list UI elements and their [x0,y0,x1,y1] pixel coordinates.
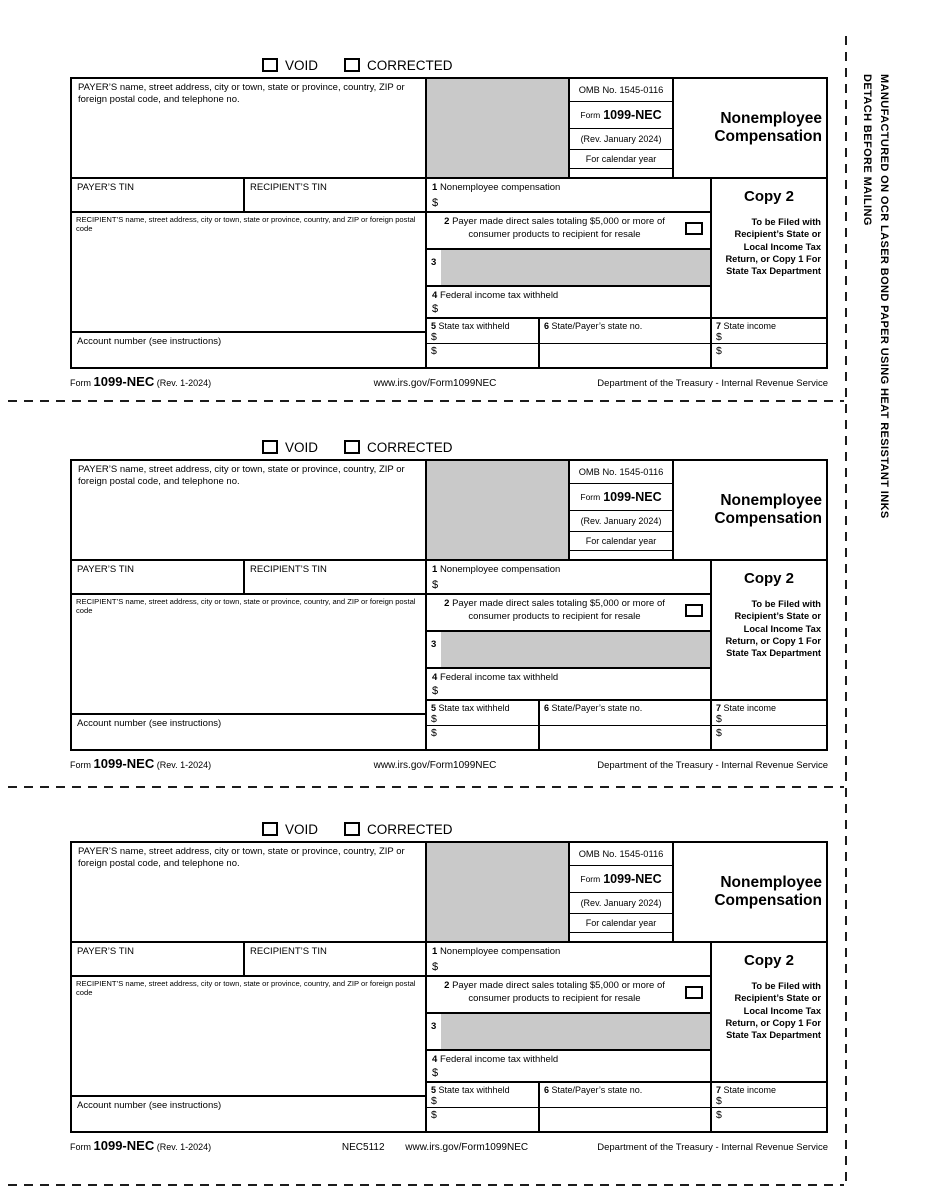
box6-label [544,1085,706,1096]
box6-text: State/Payer’s state no. [551,321,643,331]
box7-number: 7 [716,703,722,713]
payer-tin-label: PAYER’S TIN [77,946,135,957]
recipient-info-label: RECIPIENT’S name, street address, city or town, state or province, country, and ZIP or foreign postal code [76,215,416,234]
box6-upper-entry [540,701,710,726]
payer-info-label: PAYER’S name, street address, city or town, state or province, country, ZIP or foreign postal code, and telephone no. [78,82,405,106]
box3-shaded-area [441,632,710,667]
void-label: VOID [285,57,319,73]
box4-text: Federal income tax withheld [439,1054,559,1065]
print-code: NEC5112 [341,1142,385,1153]
footer-center [310,378,560,389]
left-column [72,561,427,749]
form-grid [70,459,828,751]
title-line2: Compensation [714,510,822,527]
box5-dollar-sign-2: $ [431,345,437,357]
box7-dollar-sign-1: $ [716,330,722,343]
corrected-checkbox[interactable] [344,822,360,836]
copy-destination [712,943,826,1083]
box5-label [431,321,534,332]
box1-dollar-sign: $ [432,197,439,209]
form-number: 1099-NEC [603,108,662,122]
calendar-year-entry [570,551,672,559]
box6-lower-entry [540,726,710,749]
box4-label [432,672,705,683]
form-number: 1099-NEC [603,490,662,504]
box2-checkbox[interactable] [685,986,703,999]
account-number-box [72,715,425,749]
box5-label [431,703,534,714]
box1-label [432,182,705,193]
box2-direct-sales [427,213,710,250]
copy-note: To be Filed with Recipient’s State or Local Income Tax Return, or Copy 1 For State Tax Department [725,981,821,1041]
payer-info-box [72,79,427,177]
copy-label: Copy 2 [743,952,794,969]
irs-url: www.irs.gov/Form1099NEC [373,760,497,771]
recipient-info-box [72,213,425,333]
irs-url: www.irs.gov/Form1099NEC [373,378,497,389]
form-footer [70,1138,828,1153]
box2-text: Payer made direct sales totaling $5,000 or more of consumer products to recipient for resale [452,598,665,622]
footer-center [310,1142,560,1153]
box5-number: 5 [431,321,437,331]
corrected-label: CORRECTED [367,57,453,73]
recipient-tin-label: RECIPIENT’S TIN [250,946,327,957]
copy-note: To be Filed with Recipient’s State or Local Income Tax Return, or Copy 1 For State Tax Department [725,217,821,277]
box6-upper-entry [540,319,710,344]
box7-state-income [712,319,826,367]
treasury-department-label: Department of the Treasury - Internal Revenue Service [597,1142,828,1153]
footer-form-number: 1099-NEC [93,1138,155,1153]
calendar-year-label: For calendar year [570,150,672,169]
box6-number: 6 [544,1085,550,1095]
tin-row [72,561,425,595]
omb-column [570,79,674,177]
box6-state-payer-no [540,1083,710,1131]
void-corrected-row [262,820,828,838]
void-checkbox[interactable] [262,58,278,72]
header-row [72,461,826,561]
box5-dollar-sign-1: $ [431,1094,437,1107]
payer-tin-box [72,561,245,593]
copy-destination [712,561,826,701]
perforation-line-vertical [845,36,847,1188]
box4-label [432,1054,705,1065]
box5-dollar-sign-1: $ [431,712,437,725]
form-1099nec-copy [70,56,828,389]
box3-shaded [427,1014,710,1051]
payer-info-box [72,461,427,559]
box2-label [431,216,678,242]
form-footer [70,374,828,389]
box4-number: 4 [432,290,438,301]
body-row [72,943,826,1131]
box7-number: 7 [716,321,722,331]
box4-label [432,290,705,301]
form-number-cell [570,102,672,129]
recipient-tin-label: RECIPIENT’S TIN [250,564,327,575]
title-line2: Compensation [714,128,822,145]
box5-upper-entry [427,701,538,726]
box7-dollar-sign-2: $ [716,1109,722,1121]
right-column [712,561,826,749]
box7-upper-entry [712,1083,826,1108]
form-number: 1099-NEC [603,872,662,886]
box3-shaded [427,250,710,287]
footer-revision: (Rev. 1-2024) [156,760,212,770]
box2-text: Payer made direct sales totaling $5,000 or more of consumer products to recipient for resale [452,216,665,240]
account-number-box [72,1097,425,1131]
box7-dollar-sign-2: $ [716,727,722,739]
corrected-label: CORRECTED [367,439,453,455]
box3-number: 3 [431,639,437,650]
form-number-cell [570,866,672,893]
treasury-department-label: Department of the Treasury - Internal Revenue Service [597,378,828,389]
box1-text: Nonemployee compensation [439,182,561,193]
footer-form-id [70,1138,310,1153]
box1-number: 1 [432,182,438,193]
footer-revision: (Rev. 1-2024) [156,1142,212,1152]
recipient-info-label: RECIPIENT’S name, street address, city or town, state or province, country, and ZIP or foreign postal code [76,979,416,998]
box1-number: 1 [432,564,438,575]
form-grid [70,841,828,1133]
form-title [674,461,826,559]
shaded-area [427,843,570,941]
perforation-line-top [8,400,844,402]
recipient-tin-box [245,561,425,593]
box7-label [716,1085,822,1096]
omb-number: OMB No. 1545-0116 [570,843,672,866]
box7-state-income [712,1083,826,1131]
box1-label [432,946,705,957]
footer-form-id [70,374,310,389]
omb-column [570,843,674,941]
box1-nonemployee-compensation [427,179,710,213]
void-label: VOID [285,821,319,837]
account-number-label: Account number (see instructions) [77,1100,222,1111]
box7-text: State income [723,703,777,713]
payer-info-label: PAYER’S name, street address, city or town, state or province, country, ZIP or foreign postal code, and telephone no. [78,464,405,488]
box4-number: 4 [432,1054,438,1065]
calendar-year-entry [570,169,672,177]
copy-label: Copy 2 [743,188,794,205]
payer-tin-label: PAYER’S TIN [77,564,135,575]
form-word: Form [580,874,601,884]
box6-lower-entry [540,344,710,367]
box6-text: State/Payer’s state no. [551,703,643,713]
box4-text: Federal income tax withheld [439,290,559,301]
box4-text: Federal income tax withheld [439,672,559,683]
box4-federal-income-tax [427,287,710,319]
box5-text: State tax withheld [438,321,510,331]
footer-form-word: Form [70,760,91,770]
box2-checkbox[interactable] [685,604,703,617]
form-1099nec-copy [70,438,828,771]
footer-form-word: Form [70,378,91,388]
box5-text: State tax withheld [438,703,510,713]
state-row [427,319,710,367]
box6-number: 6 [544,321,550,331]
box7-dollar-sign-1: $ [716,1094,722,1107]
footer-form-id [70,756,310,771]
box7-label [716,703,822,714]
box4-federal-income-tax [427,1051,710,1083]
box7-text: State income [723,1085,777,1095]
recipient-info-label: RECIPIENT’S name, street address, city or town, state or province, country, and ZIP or foreign postal code [76,597,416,616]
box6-number: 6 [544,703,550,713]
payer-tin-label: PAYER’S TIN [77,182,135,193]
box2-checkbox[interactable] [685,222,703,235]
middle-column [427,561,712,749]
account-number-label: Account number (see instructions) [77,718,222,729]
recipient-tin-box [245,943,425,975]
left-column [72,179,427,367]
form-title [674,79,826,177]
void-label: VOID [285,439,319,455]
footer-form-word: Form [70,1142,91,1152]
box6-text: State/Payer’s state no. [551,1085,643,1095]
box5-state-tax-withheld [427,701,540,749]
body-row [72,179,826,367]
tin-row [72,943,425,977]
box7-dollar-sign-2: $ [716,345,722,357]
void-corrected-row [262,56,828,74]
box2-label [431,980,678,1006]
box3-shaded [427,632,710,669]
recipient-tin-box [245,179,425,211]
corrected-checkbox[interactable] [344,58,360,72]
title-line2: Compensation [714,892,822,909]
box5-upper-entry [427,319,538,344]
copy-destination [712,179,826,319]
state-row [427,701,710,749]
right-column [712,943,826,1131]
header-row [72,843,826,943]
form-title [674,843,826,941]
omb-number: OMB No. 1545-0116 [570,461,672,484]
box6-upper-entry [540,1083,710,1108]
box1-number: 1 [432,946,438,957]
tin-row [72,179,425,213]
void-checkbox[interactable] [262,822,278,836]
payer-tin-box [72,943,245,975]
omb-column [570,461,674,559]
recipient-info-box [72,977,425,1097]
treasury-department-label: Department of the Treasury - Internal Revenue Service [597,760,828,771]
box4-dollar-sign: $ [432,1067,439,1079]
form-footer [70,756,828,771]
box5-number: 5 [431,703,437,713]
box2-number: 2 [444,598,450,609]
right-column [712,179,826,367]
box6-lower-entry [540,1108,710,1131]
form-grid [70,77,828,369]
box4-dollar-sign: $ [432,303,439,315]
middle-column [427,943,712,1131]
form-word: Form [580,110,601,120]
manufactured-note-text: MANUFACTURED ON OCR LASER BOND PAPER USING HEAT RESISTANT INKS [878,74,890,519]
payer-info-box [72,843,427,941]
box5-label [431,1085,534,1096]
void-checkbox[interactable] [262,440,278,454]
box1-dollar-sign: $ [432,579,439,591]
box2-number: 2 [444,216,450,227]
body-row [72,561,826,749]
box5-state-tax-withheld [427,319,540,367]
calendar-year-label: For calendar year [570,914,672,933]
recipient-info-box [72,595,425,715]
copy-label: Copy 2 [743,570,794,587]
box1-nonemployee-compensation [427,561,710,595]
title-line1: Nonemployee [720,874,822,892]
box3-shaded-area [441,1014,710,1049]
box3-number: 3 [431,257,437,268]
calendar-year-label: For calendar year [570,532,672,551]
left-column [72,943,427,1131]
account-number-box [72,333,425,367]
perforation-line-bottom [8,1184,844,1186]
box7-upper-entry [712,319,826,344]
box5-dollar-sign-1: $ [431,330,437,343]
footer-form-number: 1099-NEC [93,756,155,771]
box7-state-income [712,701,826,749]
box6-label [544,321,706,332]
shaded-area [427,461,570,559]
payer-info-label: PAYER’S name, street address, city or town, state or province, country, ZIP or foreign postal code, and telephone no. [78,846,405,870]
form-word: Form [580,492,601,502]
side-stub [856,74,890,519]
box2-label [431,598,678,624]
irs-url: www.irs.gov/Form1099NEC [405,1142,529,1153]
box6-label [544,703,706,714]
box5-state-tax-withheld [427,1083,540,1131]
box2-text: Payer made direct sales totaling $5,000 or more of consumer products to recipient for resale [452,980,665,1004]
footer-revision: (Rev. 1-2024) [156,378,212,388]
omb-number: OMB No. 1545-0116 [570,79,672,102]
revision-label: (Rev. January 2024) [570,511,672,532]
copy-note: To be Filed with Recipient’s State or Local Income Tax Return, or Copy 1 For State Tax Department [725,599,821,659]
perforation-line-middle [8,786,844,788]
recipient-tin-label: RECIPIENT’S TIN [250,182,327,193]
box1-text: Nonemployee compensation [439,564,561,575]
box5-number: 5 [431,1085,437,1095]
box7-label [716,321,822,332]
form-1099nec-copy [70,820,828,1153]
box2-direct-sales [427,977,710,1014]
title-line1: Nonemployee [720,110,822,128]
footer-center [310,760,560,771]
box1-dollar-sign: $ [432,961,439,973]
form-number-cell [570,484,672,511]
middle-column [427,179,712,367]
box6-state-payer-no [540,701,710,749]
box7-text: State income [723,321,777,331]
box7-number: 7 [716,1085,722,1095]
box3-number: 3 [431,1021,437,1032]
account-number-label: Account number (see instructions) [77,336,222,347]
calendar-year-entry [570,933,672,941]
box1-label [432,564,705,575]
box5-upper-entry [427,1083,538,1108]
box5-dollar-sign-2: $ [431,727,437,739]
box5-text: State tax withheld [438,1085,510,1095]
box2-number: 2 [444,980,450,991]
box7-upper-entry [712,701,826,726]
void-corrected-row [262,438,828,456]
state-row [427,1083,710,1131]
box6-state-payer-no [540,319,710,367]
corrected-label: CORRECTED [367,821,453,837]
box3-shaded-area [441,250,710,285]
footer-form-number: 1099-NEC [93,374,155,389]
title-line1: Nonemployee [720,492,822,510]
corrected-checkbox[interactable] [344,440,360,454]
revision-label: (Rev. January 2024) [570,893,672,914]
revision-label: (Rev. January 2024) [570,129,672,150]
box7-dollar-sign-1: $ [716,712,722,725]
box4-federal-income-tax [427,669,710,701]
shaded-area [427,79,570,177]
box4-dollar-sign: $ [432,685,439,697]
detach-before-mailing-text: DETACH BEFORE MAILING [861,74,873,226]
box1-text: Nonemployee compensation [439,946,561,957]
payer-tin-box [72,179,245,211]
box1-nonemployee-compensation [427,943,710,977]
box4-number: 4 [432,672,438,683]
header-row [72,79,826,179]
box2-direct-sales [427,595,710,632]
box5-dollar-sign-2: $ [431,1109,437,1121]
